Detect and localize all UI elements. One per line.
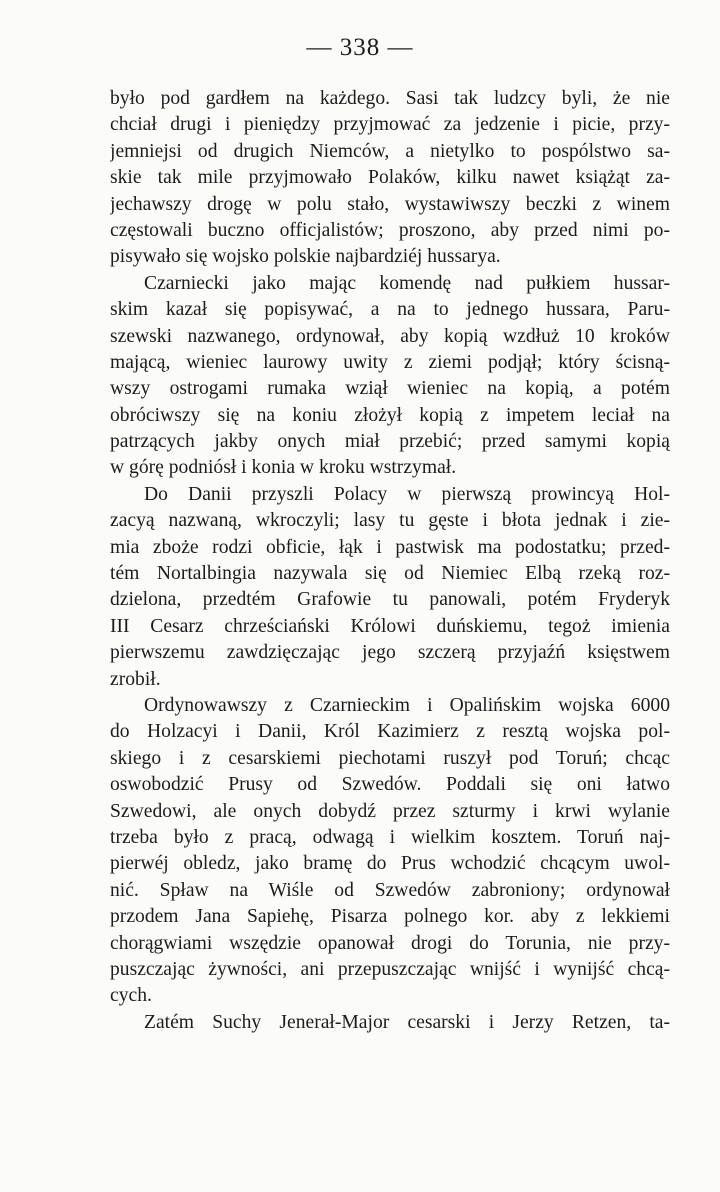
text-line: pisywało się wojsko polskie najbardziéj hussarya. xyxy=(110,246,501,268)
text-line: jechawszy drogę w polu stało, wystawiwszy beczki z winem xyxy=(110,193,670,215)
text-line: cych. xyxy=(110,985,152,1007)
text-line: mia zboże rodzi obficie, łąk i pastwisk ma podostatku; przed- xyxy=(110,536,670,558)
body-text xyxy=(110,86,670,1036)
text-line: częstowali buczno officjalistów; proszono, aby przed nimi po- xyxy=(110,219,670,241)
text-line: pierwszemu zawdzięczając jego szczerą przyjaźń księstwem xyxy=(110,642,670,664)
text-line: tém Nortalbingia nazywala się od Niemiec Elbą rzeką roz- xyxy=(110,563,670,585)
text-line: trzeba było z pracą, odwagą i wielkim kosztem. Toruń naj- xyxy=(110,826,670,848)
text-line: jemniejsi od drugich Niemców, a nietylko to pospólstwo sa- xyxy=(110,140,670,162)
text-line: oswobodzić Prusy od Szwedów. Poddali się oni łatwo xyxy=(110,774,670,796)
paragraph-start-line: Ordynowawszy z Czarnieckim i Opalińskim wojska 6000 xyxy=(144,694,670,716)
text-line: szewski nazwanego, ordynował, aby kopią wzdłuż 10 kroków xyxy=(110,325,670,347)
text-line: III Cesarz chrześciański Królowi duńskiemu, tegoż imienia xyxy=(110,615,670,637)
text-line: zacyą nazwaną, wkroczyli; lasy tu gęste i błota jednak i zie- xyxy=(110,510,670,532)
text-line: było pod gardłem na każdego. Sasi tak ludzcy byli, że nie xyxy=(110,88,670,109)
text-line: dzielona, przedtém Grafowie tu panowali, potém Fryderyk xyxy=(110,589,670,611)
paragraph-start-line: Zatém Suchy Jenerał-Major cesarski i Jerzy Retzen, ta- xyxy=(144,1011,670,1033)
text-line: chorągwiami wszędzie opanował drogi do Torunia, nie przy- xyxy=(110,932,670,954)
text-line: mającą, wieniec laurowy uwity z ziemi podjął; który ścisną- xyxy=(110,351,670,373)
text-line: wszy ostrogami rumaka wziął wieniec na kopią, a potém xyxy=(110,378,670,400)
text-line: nić. Spław na Wiśle od Szwedów zabroniony; ordynował xyxy=(110,879,670,901)
text-line: patrzących jakby onych miał przebić; przed samymi kopią xyxy=(110,431,670,453)
text-line: puszczając żywności, ani przepuszczając wnijść i wynijść chcą- xyxy=(110,958,670,980)
text-line: obróciwszy się na koniu złożył kopią z impetem leciał na xyxy=(110,404,670,426)
text-line: chciał drugi i pieniędzy przyjmować za jedzenie i picie, przy- xyxy=(110,114,670,136)
text-line: skie tak mile przyjmowało Polaków, kilku nawet książąt za- xyxy=(110,167,670,189)
paragraph-start-line: Do Danii przyszli Polacy w pierwszą prowincyą Hol- xyxy=(144,483,670,505)
text-line: do Holzacyi i Danii, Król Kazimierz z resztą wojska pol- xyxy=(110,721,670,743)
text-line: skim kazał się popisywać, a na to jednego hussara, Paru- xyxy=(110,299,670,321)
text-line: Szwedowi, ale onych dobydź przez szturmy i krwi wylanie xyxy=(110,800,670,822)
text-line: pierwéj obledz, jako bramę do Prus wchodzić chcącym uwol- xyxy=(110,853,670,875)
paragraph-start-line: Czarniecki jako mając komendę nad pułkiem hussar- xyxy=(144,272,670,294)
page-number: — 338 — xyxy=(306,34,414,61)
text-line: skiego i z cesarskiemi piechotami ruszył pod Toruń; chcąc xyxy=(110,747,670,769)
text-line: zrobił. xyxy=(110,668,161,690)
text-line: przodem Jana Sapiehę, Pisarza polnego kor. aby z lekkiemi xyxy=(110,906,670,928)
text-line: w górę podniósł i konia w kroku wstrzymał. xyxy=(110,457,457,479)
